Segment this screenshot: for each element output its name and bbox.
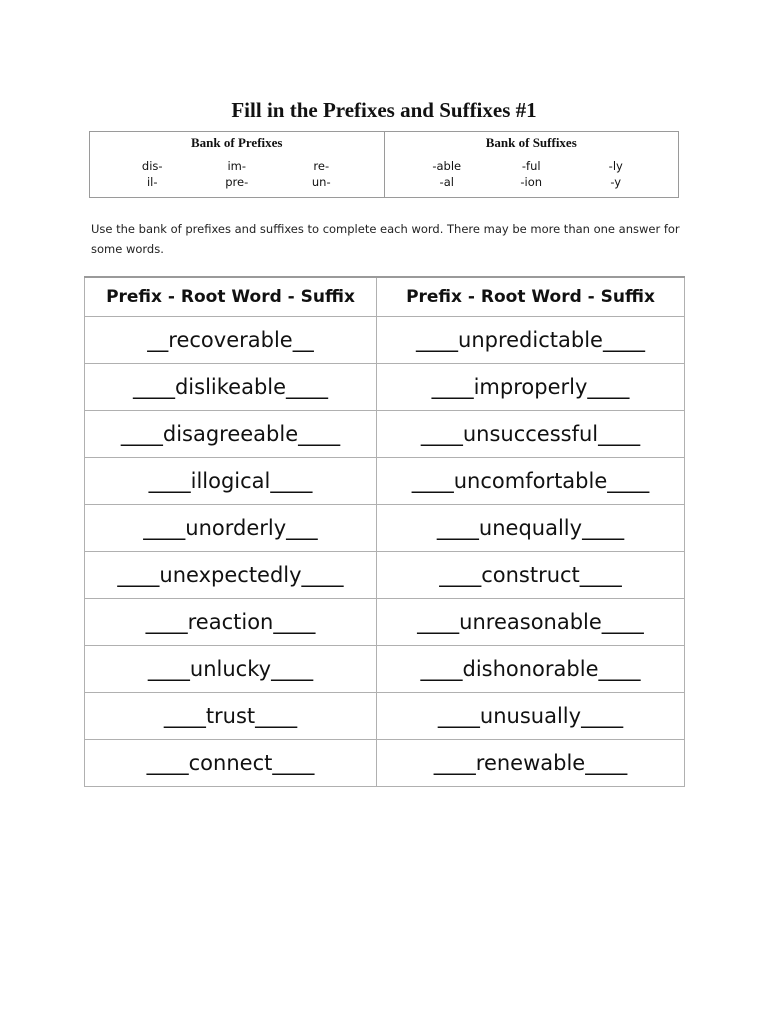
prefix-bank bbox=[90, 132, 384, 197]
word-cell: ____unlucky____ bbox=[85, 646, 377, 693]
column-header: Prefix - Root Word - Suffix bbox=[377, 277, 685, 317]
table-row bbox=[85, 599, 685, 646]
table-row bbox=[85, 364, 685, 411]
suffix-bank-heading: Bank of Suffixes bbox=[485, 135, 577, 150]
word-cell: ____unreasonable____ bbox=[377, 599, 685, 646]
word-cell: ____unsuccessful____ bbox=[377, 411, 685, 458]
word-cell: ____unequally____ bbox=[377, 505, 685, 552]
word-cell: ____unorderly___ bbox=[85, 505, 377, 552]
table-row bbox=[85, 646, 685, 693]
table-row bbox=[85, 411, 685, 458]
word-cell: ____construct____ bbox=[377, 552, 685, 599]
suffix-bank bbox=[384, 132, 679, 197]
word-cell: ____trust____ bbox=[85, 693, 377, 740]
word-cell: ____unusually____ bbox=[377, 693, 685, 740]
suffix-item: -y bbox=[610, 175, 622, 189]
prefix-item: dis- bbox=[141, 159, 163, 173]
prefix-item: un- bbox=[311, 175, 331, 189]
prefix-item: il- bbox=[146, 175, 158, 189]
table-row bbox=[85, 458, 685, 505]
word-cell: ____dishonorable____ bbox=[377, 646, 685, 693]
word-cell: ____unpredictable____ bbox=[377, 317, 685, 364]
word-cell: ____improperly____ bbox=[377, 364, 685, 411]
suffix-item: -ly bbox=[608, 159, 623, 173]
prefix-bank-heading: Bank of Prefixes bbox=[191, 135, 283, 150]
word-table bbox=[84, 276, 685, 787]
prefix-item: pre- bbox=[225, 175, 249, 189]
instructions: Use the bank of prefixes and suffixes to complete each word. There may be more than one answer for some words. bbox=[91, 222, 680, 256]
word-cell: ____connect____ bbox=[85, 740, 377, 787]
table-row bbox=[85, 505, 685, 552]
suffix-item: -ion bbox=[520, 175, 543, 189]
table-row bbox=[85, 693, 685, 740]
word-cell: __recoverable__ bbox=[85, 317, 377, 364]
table-row bbox=[85, 740, 685, 787]
word-cell: ____renewable____ bbox=[377, 740, 685, 787]
column-header: Prefix - Root Word - Suffix bbox=[85, 277, 377, 317]
word-cell: ____disagreeable____ bbox=[85, 411, 377, 458]
suffix-item: -able bbox=[432, 159, 462, 173]
table-row bbox=[85, 317, 685, 364]
word-bank bbox=[89, 131, 679, 198]
table-header-row bbox=[85, 277, 685, 317]
prefix-list bbox=[110, 159, 364, 189]
suffix-list bbox=[405, 159, 659, 189]
word-cell: ____unexpectedly____ bbox=[85, 552, 377, 599]
table-row bbox=[85, 552, 685, 599]
suffix-item: -ful bbox=[521, 159, 541, 173]
page-title: Fill in the Prefixes and Suffixes #1 bbox=[231, 98, 537, 122]
suffix-item: -al bbox=[439, 175, 454, 189]
word-cell: ____reaction____ bbox=[85, 599, 377, 646]
word-cell: ____illogical____ bbox=[85, 458, 377, 505]
word-cell: ____uncomfortable____ bbox=[377, 458, 685, 505]
prefix-item: im- bbox=[227, 159, 247, 173]
prefix-item: re- bbox=[313, 159, 330, 173]
word-cell: ____dislikeable____ bbox=[85, 364, 377, 411]
